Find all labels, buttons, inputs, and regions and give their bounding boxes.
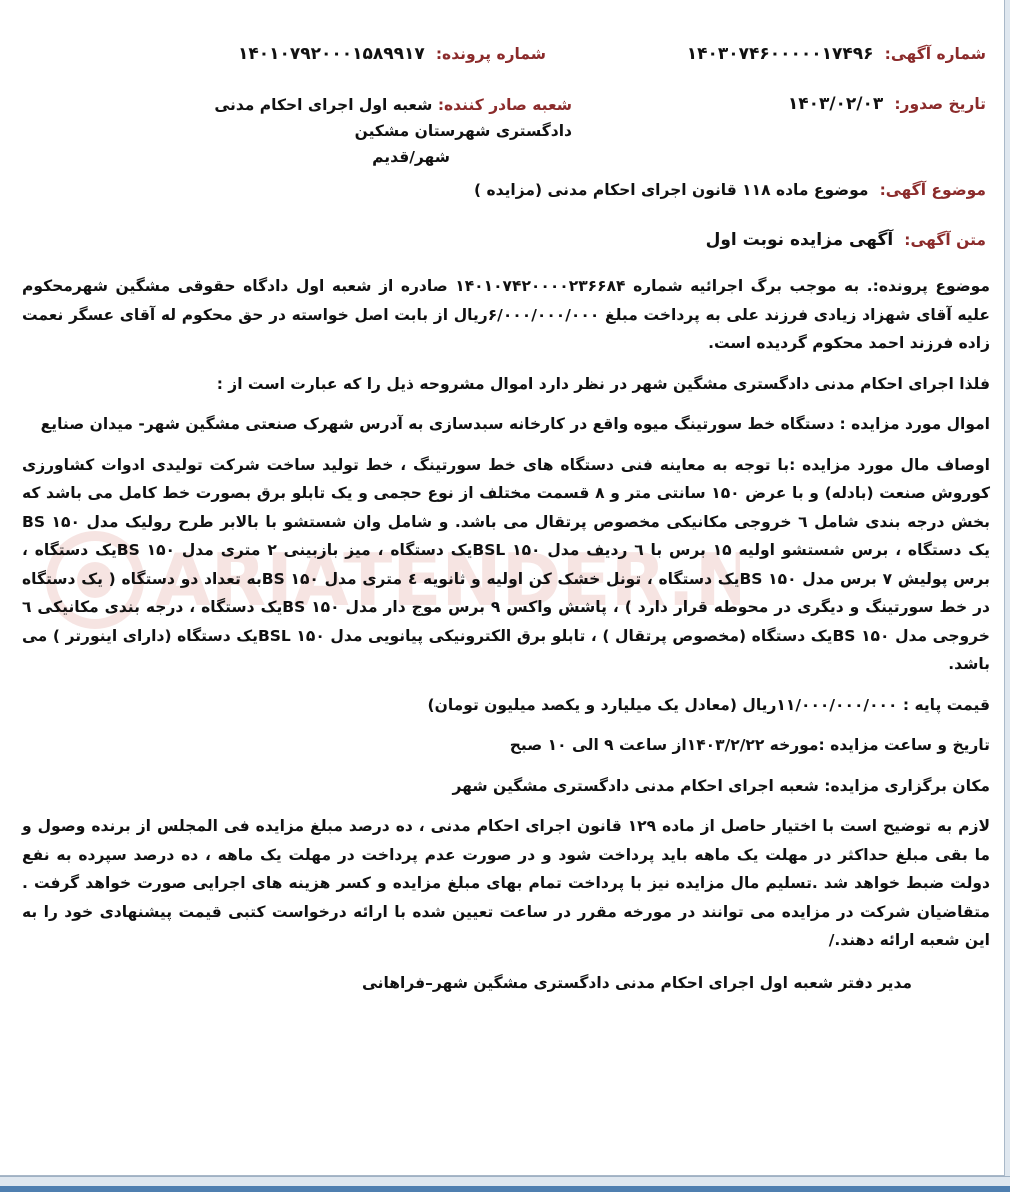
signature: مدیر دفتر شعبه اول اجرای احکام مدنی دادگستری مشگین شهر–فراهانی [361,973,912,992]
ad-number-value: ۱۴۰۳۰۷۴۶۰۰۰۰۰۱۷۴۹۶ [686,44,874,64]
subject-value: موضوع ماده ۱۱۸ قانون اجرای احکام مدنی (مزایده ) [474,181,869,199]
issue-date-value: ۱۴۰۳/۰۲/۰۳ [787,94,884,114]
scrollbar-edge[interactable] [1005,0,1010,1176]
issuer-label: شعبه صادر کننده: [437,96,572,114]
body-title-label: متن آگهی: [904,231,986,249]
ad-number-label: شماره آگهی: [884,45,986,63]
issuer-value-cont: شهر/قدیم [372,148,450,166]
paragraph-terms: لازم به توضیح است با اختیار حاصل از ماده ۱۲۹ قانون اجرای احکام مدنی ، ده درصد مبلغ مزایده فی المجلس از برنده وصول و ما بقی مبلغ حداکثر در مهلت یک ماهه باید پرداخت شود و در صورت عدم پرداخت در مهلت یک ماهه ، ده درصد سپرده به نفع دولت ضبط خواهد شد .تسلیم مال مزایده نیز با پرداخت تمام بهای مبلغ مزایده و کسر هزینه های اجرایی صورت خواهد گرفت . متقاضیان شرکت در مزایده می توانند در مورخه مقرر در ساعت تعیین شده با ارائه درخواست کتبی قیمت پیشنهادی خود را به این شعبه ارائه دهند./ [22,817,990,949]
file-number-label: شماره پرونده: [435,45,546,63]
issuer-value: شعبه اول اجرای احکام مدنی دادگستری شهرستان مشکین [214,96,572,140]
ad-body [22,272,990,997]
paragraph-date-time: تاریخ و ساعت مزایده :مورخه ۱۴۰۳/۲/۲۲از ساعت ۹ الی ۱۰ صبح [509,736,990,754]
svg-text:ARIATENDER.NET: ARIATENDER.N [155,538,740,622]
body-title-value: آگهی مزایده نوبت اول [705,230,894,250]
paragraph-assets: اموال مورد مزایده : دستگاه خط سورتینگ میوه واقع در کارخانه سبدسازی به آدرس شهرک صنعتی مشگین شهر- میدان صنایع [40,415,990,433]
ad-number-row [687,44,986,64]
issue-date-row [788,94,986,114]
issuer-row [152,92,572,170]
file-number-value: ۱۴۰۱۰۷۹۲۰۰۰۱۵۸۹۹۱۷ [237,44,425,64]
paragraph-case: موضوع پرونده:. به موجب برگ اجرائیه شماره ۱۴۰۱۰۷۴۲۰۰۰۰۲۳۶۶۸۴ صادره از شعبه اول دادگاه حقوقی مشگین شهرمحکوم علیه آقای شهزاد زیادی فرزند علی به پرداخت مبلغ ۶/۰۰۰/۰۰۰/۰۰۰ریال از بابت اصل خواسته در حق محکوم له آقای عسگر نعمت زاده فرزند احمد محکوم گردیده است. [22,277,990,352]
paragraph-intent: فلذا اجرای احکام مدنی دادگستری مشگین شهر در نظر دارد اموال مشروحه ذیل را که عبارت است از : [216,374,990,393]
body-title-row [706,230,986,250]
paragraph-location: مکان برگزاری مزایده: شعبه اجرای احکام مدنی دادگستری مشگین شهر [452,776,990,795]
subject-label: موضوع آگهی: [879,181,986,199]
paragraph-base-price: قیمت پایه : ۱۱/۰۰۰/۰۰۰/۰۰۰ریال (معادل یک میلیارد و یکصد میلیون تومان) [427,695,990,714]
window-bottom-bar [0,1176,1010,1192]
issue-date-label: تاریخ صدور: [894,95,986,113]
file-number-row [238,44,546,64]
subject-row [474,180,986,199]
paragraph-description: اوصاف مال مورد مزایده :با توجه به معاینه فنی دستگاه های خط سورتینگ ، خط تولید ساخت شرکت تولیدی ادوات کشاورزی کوروش صنعت (بادله) و با عرض ۱۵۰ سانتی متر و ۸ قسمت مختلف از نوع حجمی و یک تابلو برق بصورت خط کامل می باشد که بخش درجه بندی شامل ٦ خروجی مکانیکی مخصوص پرتقال می باشد. و شامل وان شستشو با بالابر طرح رولیک مدل BS ۱۵۰ یک دستگاه ، برس شستشو اولیه ۱۵ برس با ٦ ردیف مدل ۱۵۰ BSLیک دستگاه ، میز بازبینی ۲ متری مدل ۱۵۰ BSیک دستگاه ، برس پولیش ۷ برس مدل ۱۵۰ BSیک دستگاه ، تونل خشک کن اولیه و ثانویه ٤ متری مدل ۱۵۰ BSبه تعداد دو دستگاه ( یک دستگاه در خط سورتینگ و دیگری در محوطه قرار دارد ) ، پاشش واکس ۹ برس موج دار مدل ۱۵۰ BSیک دستگاه ، درجه بندی مکانیکی ٦ خروجی مدل ۱۵۰ BSیک دستگاه (مخصوص پرتقال ) ، تابلو برق الکترونیکی پیانویی مدل ۱۵۰ BSLیک دستگاه (دارای اینورتر ) می باشد. [22,455,991,673]
